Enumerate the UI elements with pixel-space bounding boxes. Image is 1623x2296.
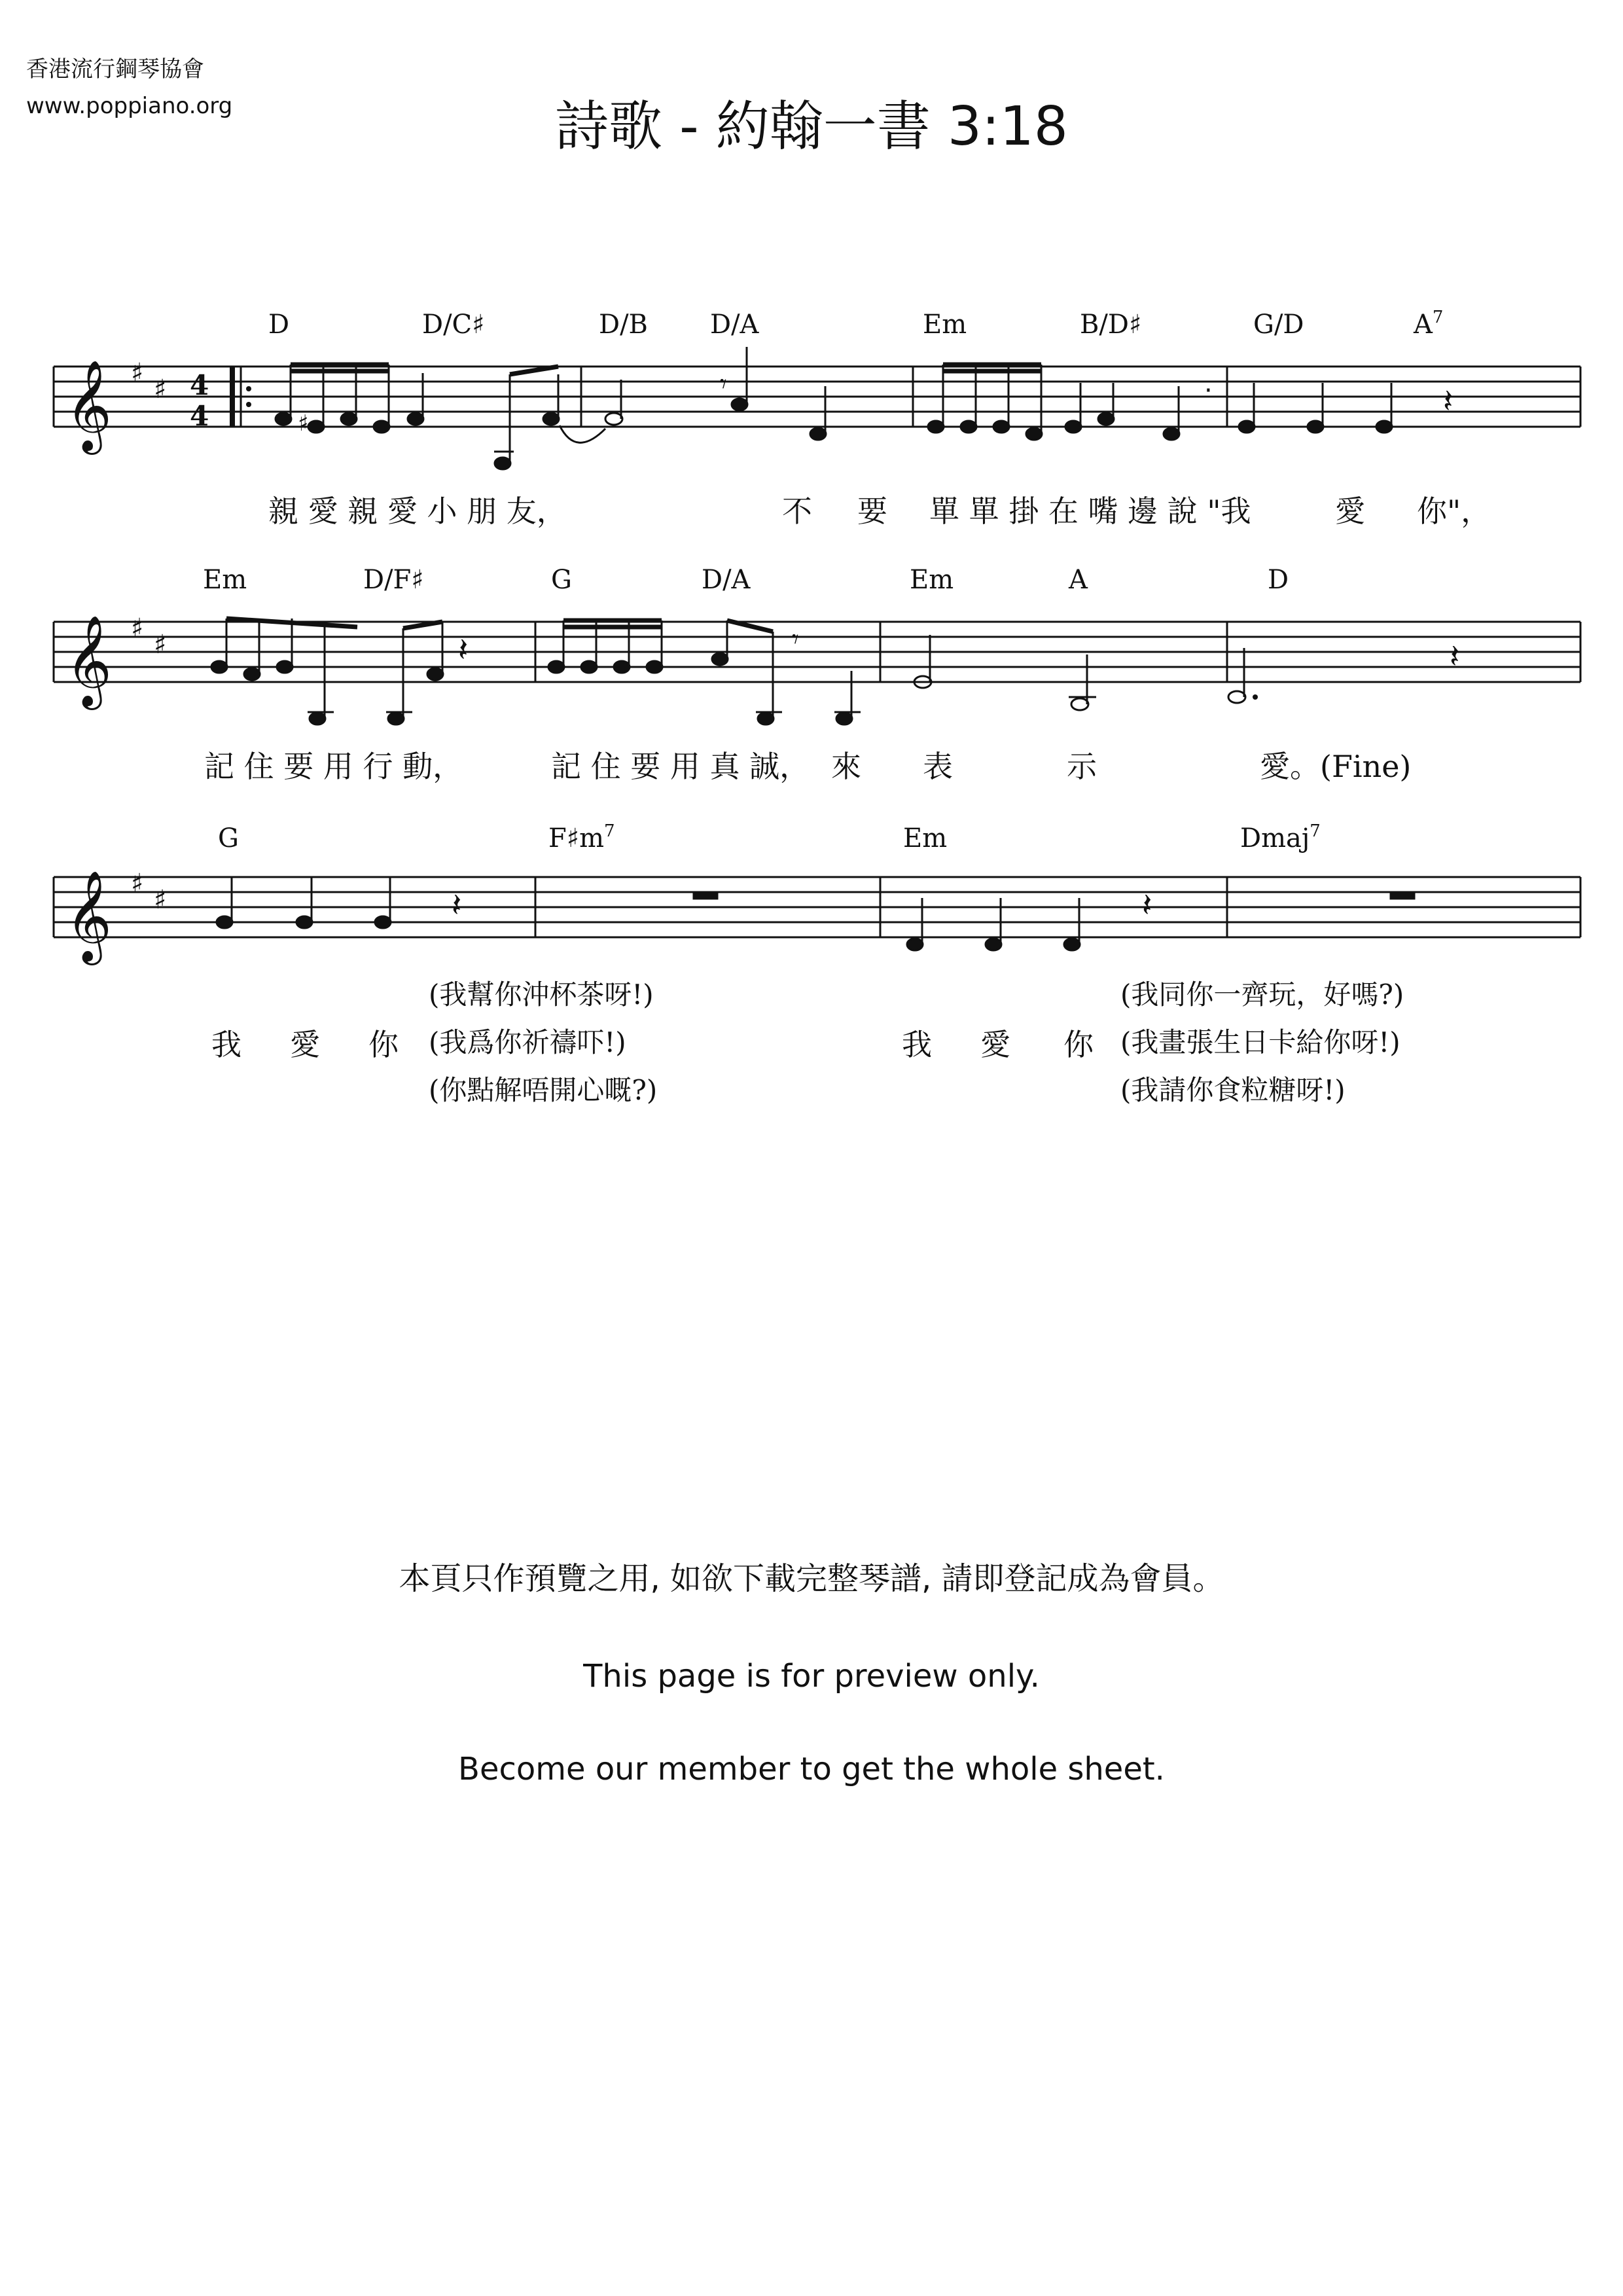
chord-label: D xyxy=(268,310,290,340)
svg-text:♯: ♯ xyxy=(298,410,309,437)
chord-label: Dmaj$^7$ xyxy=(1240,821,1321,853)
svg-text:♯: ♯ xyxy=(154,630,167,660)
svg-text:4: 4 xyxy=(190,400,209,432)
chord-label: B/D♯ xyxy=(1080,310,1142,340)
lyric-text: 示 xyxy=(1067,749,1097,784)
chord-label: G xyxy=(218,823,239,853)
lyric-text: 不 xyxy=(782,493,812,529)
chord-label: D/A xyxy=(710,310,759,340)
lyric-option: (你點解唔開心嘅?) xyxy=(429,1074,658,1106)
lyric-option: (我爲你祈禱吓!) xyxy=(429,1026,626,1058)
chord-label: Em xyxy=(923,310,967,340)
page-title: 詩歌 - 約翰一書 3:18 xyxy=(555,96,1068,158)
svg-text:𝄞: 𝄞 xyxy=(65,870,112,961)
chord-label: G xyxy=(551,565,572,595)
preview-notice-zh: 本頁只作預覽之用, 如欲下載完整琴譜, 請即登記成為會員。 xyxy=(399,1560,1224,1597)
lyric-text: 記 住 要 用 真 誠， xyxy=(551,749,810,784)
lyric-text: 要 xyxy=(857,493,887,529)
chord-label: D xyxy=(1268,565,1289,595)
site-name: 香港流行鋼琴協會 xyxy=(26,56,204,82)
svg-text:𝄞: 𝄞 xyxy=(65,360,112,451)
svg-text:𝄽: 𝄽 xyxy=(1450,637,1460,675)
chord-label: D/B xyxy=(599,310,648,340)
chord-label: D/F♯ xyxy=(363,565,424,595)
chord-label: G/D xyxy=(1253,310,1304,340)
svg-text:𝄽: 𝄽 xyxy=(458,631,469,669)
svg-text:𝄾: 𝄾 xyxy=(792,624,799,655)
lyric-text: 親 愛 親 愛 小 朋 友， xyxy=(268,493,567,529)
svg-text:♯: ♯ xyxy=(154,374,167,404)
lyric-option: (我幫你沖杯茶呀!) xyxy=(429,978,654,1011)
svg-text:♯: ♯ xyxy=(131,358,144,388)
lyric-text: 表 xyxy=(923,749,953,784)
staff-system-1 xyxy=(0,314,1623,471)
staff-system-2 xyxy=(0,576,1623,733)
lyric-text: 愛 xyxy=(290,1027,320,1062)
staff-system-3 xyxy=(0,844,1623,988)
lyric-option: (我同你一齊玩，好嗎?) xyxy=(1120,978,1404,1011)
chord-label: Em xyxy=(203,565,247,595)
chord-label: $F♯m^7$ xyxy=(548,821,615,853)
lyric-text: 來 xyxy=(831,749,861,784)
chord-label: D/C♯ xyxy=(422,310,485,340)
lyric-text: 愛。(Fine) xyxy=(1260,749,1412,784)
lyric-text: 記 住 要 用 行 動， xyxy=(204,749,463,784)
svg-text:𝄽: 𝄽 xyxy=(1443,382,1454,420)
svg-text:4: 4 xyxy=(190,369,209,401)
lyric-option: (我請你食粒糖呀!) xyxy=(1120,1074,1346,1106)
svg-text:𝄽: 𝄽 xyxy=(1142,886,1152,924)
lyric-text: 你"， xyxy=(1417,493,1491,529)
lyric-text: 我 xyxy=(211,1027,241,1062)
lyric-option: (我畫張生日卡給你呀!) xyxy=(1120,1026,1400,1058)
chord-label: A xyxy=(1069,565,1088,595)
lyric-text: 單 單 掛 在 嘴 邊 說 "我 xyxy=(929,493,1251,529)
lyric-text: 你 xyxy=(1063,1027,1094,1062)
member-notice-en: Become our member to get the whole sheet. xyxy=(458,1751,1165,1787)
svg-text:·: · xyxy=(1204,376,1213,406)
lyric-text: 你 xyxy=(368,1027,399,1062)
svg-text:𝄾: 𝄾 xyxy=(720,369,727,399)
svg-text:♯: ♯ xyxy=(154,885,167,915)
site-url[interactable]: www.poppiano.org xyxy=(26,93,233,119)
svg-text:𝄞: 𝄞 xyxy=(65,615,112,706)
chord-label: Em xyxy=(903,823,948,853)
preview-notice-en: This page is for preview only. xyxy=(583,1658,1040,1695)
svg-text:♯: ♯ xyxy=(131,869,144,899)
svg-text:♯: ♯ xyxy=(131,613,144,643)
lyric-text: 愛 xyxy=(980,1027,1010,1062)
chord-label: Em xyxy=(910,565,954,595)
lyric-text: 我 xyxy=(902,1027,932,1062)
chord-label: $A^7$ xyxy=(1414,308,1444,340)
lyric-text: 愛 xyxy=(1335,493,1365,529)
svg-text:𝄽: 𝄽 xyxy=(452,886,462,924)
chord-label: D/A xyxy=(702,565,751,595)
